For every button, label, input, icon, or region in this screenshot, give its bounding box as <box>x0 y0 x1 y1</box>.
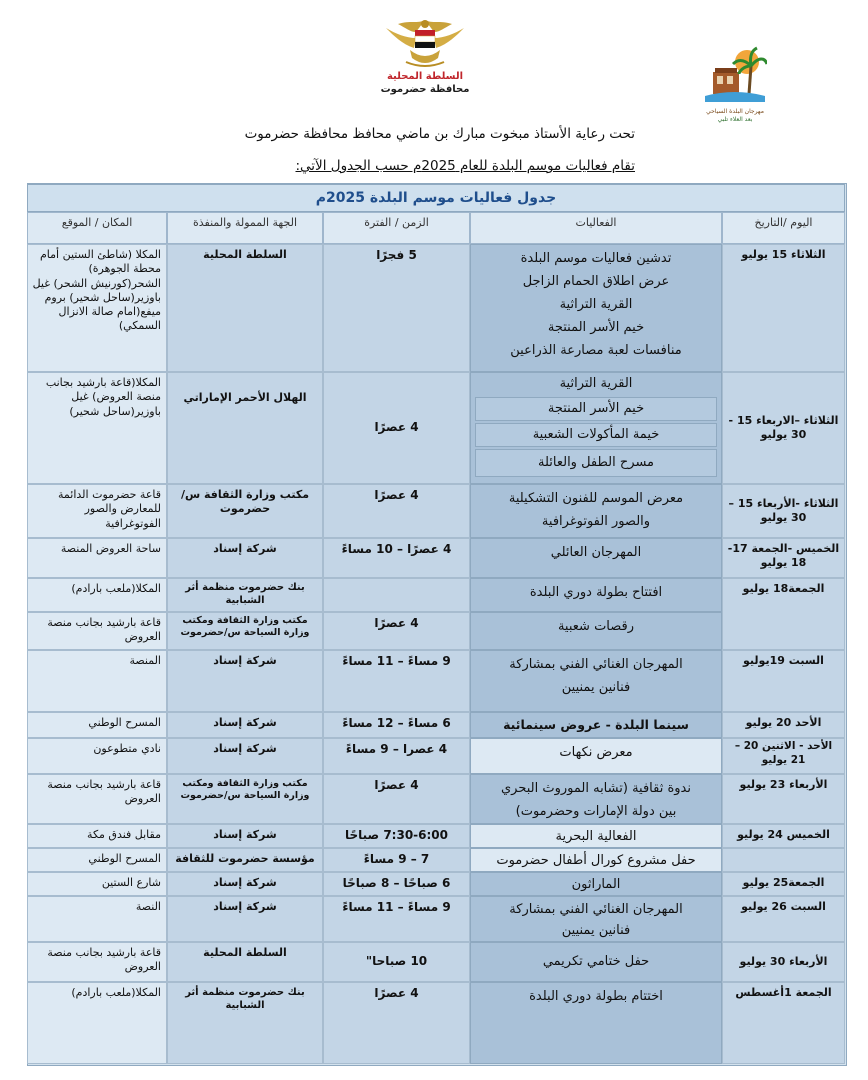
table-row-location: المسرح الوطني <box>27 848 167 872</box>
table-row-organizer: شركة إسناد <box>167 738 323 774</box>
activity-item: افتتاح بطولة دوري البلدة <box>529 585 663 600</box>
intro-line: تقام فعاليات موسم البلدة للعام 2025م حسب الجدول الآتي: <box>295 158 635 174</box>
column-header-day: اليوم /التاريخ <box>722 212 845 244</box>
table-row-day: السبت 19يوليو <box>722 650 845 712</box>
table-row-activities <box>470 712 722 738</box>
table-row-activities <box>470 484 722 538</box>
table-row-location: قاعة حضرموت الدائمة للمعارض والصور الفوتوغرافية <box>27 484 167 538</box>
table-row-activities <box>470 982 722 1064</box>
activity-item: رقصات شعبية <box>557 619 635 634</box>
table-row-day: الخميس -الجمعة 17-18 يوليو <box>722 538 845 578</box>
table-row-location: المكلا(ملعب بارادم) <box>27 982 167 1064</box>
table-row-time: 7 – 9 مساءً <box>323 848 470 872</box>
table-row-activities <box>470 738 722 774</box>
table-row-organizer: شركة إسناد <box>167 872 323 896</box>
festival-logo <box>700 44 770 122</box>
activity-item: القرية التراثية <box>475 373 717 397</box>
activity-item: المهرجان الغنائي الفني بمشاركة <box>509 902 683 917</box>
table-row-activities <box>470 774 722 824</box>
festival-logo-title: مهرجان البلدة السياحي <box>706 108 764 115</box>
table-row-activities <box>470 612 722 650</box>
table-row-day: الأحد - الاثنين 20 – 21 يوليو <box>722 738 845 774</box>
table-row-organizer: بنك حضرموت منظمة أثر الشبابية <box>167 578 323 612</box>
table-row-time: 9 مساءً – 11 مساءً <box>323 896 470 942</box>
table-row-organizer: مكتب وزارة الثقافة س/ حضرموت <box>167 484 323 538</box>
table-row-location: ساحة العروض المنصة <box>27 538 167 578</box>
table-row-location: المكلا (شاطئ الستين أمام محطة الجوهرة) الشحر(كورنيش الشحر) غيل باوزير(ساحل شحير) بروم ميفع(امام صالة الانزال السمكي) <box>27 244 167 372</box>
table-row-time: 4 عصرًا <box>323 982 470 1064</box>
table-row-organizer: السلطة المحلية <box>167 942 323 982</box>
table-row-location: النصة <box>27 896 167 942</box>
table-row-organizer: شركة إسناد <box>167 538 323 578</box>
activity-item: تدشين فعاليات موسم البلدة <box>520 251 672 266</box>
table-row-organizer: شركة إسناد <box>167 824 323 848</box>
table-row-activities <box>470 942 722 982</box>
table-row-time: 4 عصرًا <box>323 484 470 538</box>
table-row-location: المكلا(قاعة بارشيد بجانب منصة العروض) غيل باوزير(ساحل شحير) <box>27 372 167 484</box>
activity-item: اختتام بطولة دوري البلدة <box>529 989 663 1004</box>
table-row-time <box>323 578 470 612</box>
table-row-day <box>722 848 845 872</box>
activity-item: حفل ختامي تكريمي <box>542 953 650 969</box>
table-row-time: 4 عصرًا <box>323 774 470 824</box>
table-row-organizer: السلطة المحلية <box>167 244 323 372</box>
activity-item: ندوة ثقافية (تشابه الموروث البحري <box>501 781 691 796</box>
table-row-location: مقابل فندق مكة <box>27 824 167 848</box>
table-title: جدول فعاليات موسم البلدة 2025م <box>27 184 845 212</box>
palm-tree-logo-icon <box>703 44 767 104</box>
table-row-organizer: مكتب وزارة الثقافة ومكتب وزارة السياحة س/حضرموت <box>167 774 323 824</box>
activity-item: المهرجان الغنائي الفني بمشاركة <box>509 657 683 672</box>
activity-item: الفعالية البحرية <box>555 829 637 844</box>
table-row-time: 4 عصرًا – 10 مساءً <box>323 538 470 578</box>
table-row-day: الثلاثاء -الأربعاء 15 – 30 يوليو <box>722 484 845 538</box>
column-header-time: الزمن / الفترة <box>323 212 470 244</box>
table-row-activities <box>470 896 722 942</box>
table-row-activities <box>470 538 722 578</box>
table-row-location: المكلا(ملعب بارادم) <box>27 578 167 612</box>
table-row-day: الأربعاء 30 يوليو <box>722 942 845 982</box>
activity-item: خيم الأسر المنتجة <box>547 320 645 335</box>
table-row-activities <box>470 372 722 484</box>
table-row-time: 4 عصرًا <box>323 372 470 484</box>
activity-item: سينما البلدة - عروض سينمائية <box>503 717 689 732</box>
table-row-location: قاعة بارشيد بجانب منصة العروض <box>27 612 167 650</box>
table-row-activities <box>470 578 722 612</box>
table-row-organizer: شركة إسناد <box>167 650 323 712</box>
activity-item: معرض الموسم للفنون التشكيلية <box>508 491 684 506</box>
activity-item: بين دولة الإمارات وحضرموت) <box>515 804 677 819</box>
table-row-time: 10 صباحا" <box>323 942 470 982</box>
table-row-time: 4 عصرا – 9 مساءً <box>323 738 470 774</box>
table-row-location: قاعة بارشيد بجانب منصة العروض <box>27 774 167 824</box>
table-row-day: الخميس 24 يوليو <box>722 824 845 848</box>
emblem-caption-governorate: محافظة حضرموت <box>380 84 470 95</box>
activity-item: القرية التراثية <box>559 297 633 312</box>
activity-item: عرض اطلاق الحمام الزاجل <box>522 274 670 289</box>
activity-item: منافسات لعبة مصارعة الذراعين <box>510 343 682 358</box>
table-row-day: الأحد 20 يوليو <box>722 712 845 738</box>
activity-item: خيم الأسر المنتجة <box>475 397 717 421</box>
table-row-day: الجمعة18 يوليو <box>722 578 845 650</box>
table-row-location: قاعة بارشيد بجانب منصة العروض <box>27 942 167 982</box>
table-row-time: 5 فجرًا <box>323 244 470 372</box>
table-row-location: المنصة <box>27 650 167 712</box>
table-row-day: الأربعاء 23 يوليو <box>722 774 845 824</box>
table-row-location: نادي متطوعون <box>27 738 167 774</box>
table-row-location: المسرح الوطني <box>27 712 167 738</box>
table-row-organizer: بنك حضرموت منظمة أثر الشبابية <box>167 982 323 1064</box>
activity-item: فنانين يمنيين <box>561 680 631 695</box>
activity-item: خيمة المأكولات الشعبية <box>475 423 717 447</box>
table-row-day: الثلاثاء 15 يوليو <box>722 244 845 372</box>
table-row-activities <box>470 244 722 372</box>
table-row-activities <box>470 824 722 848</box>
table-row-activities <box>470 650 722 712</box>
governorate-emblem <box>360 14 490 104</box>
activity-item: الماراثون <box>571 877 621 892</box>
activity-item: المهرجان العائلي <box>550 545 642 560</box>
table-row-time: 9 مساءً – 11 مساءً <box>323 650 470 712</box>
activity-item: فنانين يمنيين <box>561 923 631 938</box>
table-row-day: الجمعة25 يوليو <box>722 872 845 896</box>
table-row-organizer: مؤسسة حضرموت للثقافة <box>167 848 323 872</box>
table-row-location: شارع الستين <box>27 872 167 896</box>
table-row-activities <box>470 848 722 872</box>
table-row-organizer: مكتب وزارة الثقافة ومكتب وزارة السياحة س/حضرموت <box>167 612 323 650</box>
table-row-activities <box>470 872 722 896</box>
activity-item: والصور الفوتوغرافية <box>541 514 651 529</box>
table-row-day: الثلاثاء –الاربعاء 15 - 30 يوليو <box>722 372 845 484</box>
festival-logo-slogan: بعد العلاء تلبي <box>717 116 753 123</box>
table-row-time: 4 عصرًا <box>323 612 470 650</box>
table-row-time: 6 مساءً – 12 مساءً <box>323 712 470 738</box>
column-header-organizer: الجهة الممولة والمنفذة <box>167 212 323 244</box>
table-row-organizer: شركة إسناد <box>167 712 323 738</box>
table-row-day: السبت 26 يوليو <box>722 896 845 942</box>
table-row-organizer: شركة إسناد <box>167 896 323 942</box>
column-header-location: المكان / الموقع <box>27 212 167 244</box>
patronage-line: تحت رعاية الأستاذ مبخوت مبارك بن ماضي محافظ محافظة حضرموت <box>244 126 635 142</box>
table-row-time: 6 صباحًا – 8 صباحًا <box>323 872 470 896</box>
emblem-caption-authority: السلطة المحلية <box>386 71 464 82</box>
eagle-emblem-icon <box>380 14 470 72</box>
activity-item: حفل مشروع كورال أطفال حضرموت <box>496 853 696 868</box>
table-row-organizer: الهلال الأحمر الإماراتي <box>167 372 323 484</box>
column-header-activities: الفعاليات <box>470 212 722 244</box>
table-row-day: الجمعة 1أغسطس <box>722 982 845 1064</box>
table-row-time: 7:30-6:00 صباحًا <box>323 824 470 848</box>
activity-item: مسرح الطفل والعائلة <box>475 449 717 477</box>
activity-item: معرض نكهات <box>559 745 633 760</box>
